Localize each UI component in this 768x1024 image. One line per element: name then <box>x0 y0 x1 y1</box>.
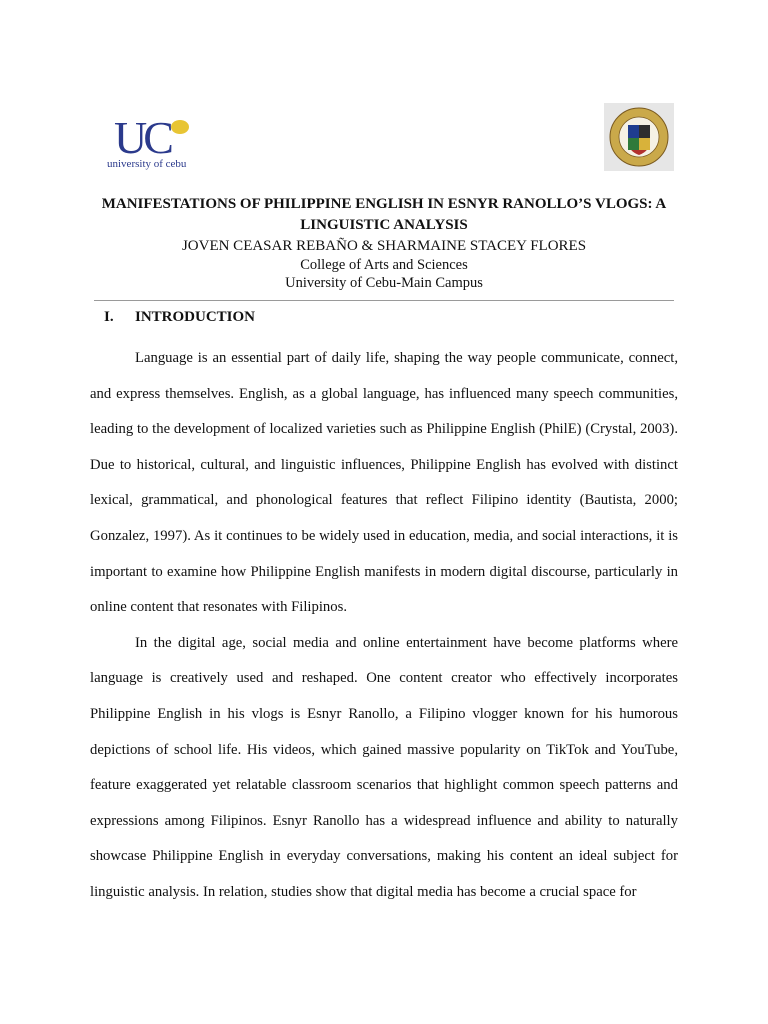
college-name: College of Arts and Sciences <box>300 257 468 273</box>
paper-header <box>90 194 678 292</box>
university-of-cebu-logo <box>92 97 214 177</box>
body-text <box>90 341 678 911</box>
header-divider <box>94 300 674 301</box>
logo-lettering: UC <box>114 112 170 163</box>
paper-title: MANIFESTATIONS OF PHILIPPINE ENGLISH IN ESNYR RANOLLO’S VLOGS: A LINGUISTIC ANALYSIS <box>101 196 667 233</box>
logo-subtext: university of cebu <box>107 158 187 170</box>
paragraph-2: In the digital age, social media and online entertainment have become platforms where language is creatively used and reshaped. One content creator who effectively incorporates Philippine English in his vlogs is Esnyr Ranollo, a Filipino vlogger known for his humorous depictions of school life. His videos, which gained massive popularity on TikTok and YouTube, feature exaggerated yet relatable classroom scenarios that highlight common speech patterns and expressions among Filipinos. Esnyr Ranollo has a widespread influence and ability to naturally showcase Philippine English in everyday conversations, making his content an ideal subject for linguistic analysis. In relation, studies show that digital media has become a crucial space for <box>90 634 678 900</box>
university-name: University of Cebu-Main Campus <box>285 275 483 291</box>
section-heading <box>104 307 255 327</box>
paragraph-1: Language is an essential part of daily life, shaping the way people communicate, connect, and express themselves. English, as a global language, has influenced many speech communities, leading to the development of localized varieties such as Philippine English (PhilE) (Crystal, 2003). Due to historical, cultural, and linguistic influences, Philippine English has evolved with distinct lexical, grammatical, and phonological features that reflect Filipino identity (Bautista, 2000; Gonzalez, 1997). As it continues to be widely used in education, media, and social interactions, it is important to examine how Philippine English manifests in modern digital discourse, particularly in online content that resonates with Filipinos. <box>90 350 678 616</box>
college-seal-logo <box>604 103 674 171</box>
author-names: JOVEN CEASAR REBAÑO & SHARMAINE STACEY FLORES <box>181 238 587 254</box>
section-number: I. <box>104 309 114 325</box>
section-title: INTRODUCTION <box>135 309 256 325</box>
